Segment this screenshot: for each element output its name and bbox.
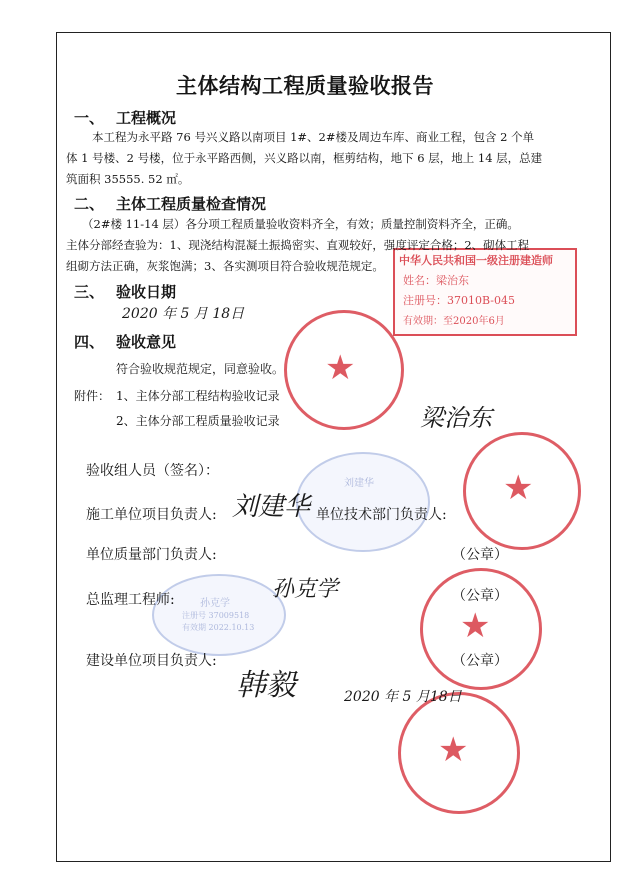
- acceptance-date: 2020 年 5 月 18日: [122, 306, 245, 322]
- section-3-number: 三、: [74, 283, 105, 301]
- seal-star-icon: ★: [325, 348, 356, 388]
- section-4-title: 验收意见: [116, 333, 177, 351]
- blue2-valid: 有效期 2022.10.13: [182, 623, 255, 632]
- supervisor-blue-stamp: [296, 452, 430, 552]
- blue-stamp-name: 刘建华: [344, 478, 374, 489]
- section-2-number: 二、: [74, 195, 105, 213]
- seal-star-icon: ★: [460, 606, 491, 646]
- stamp-reg: 注册号：37010B-045: [403, 294, 515, 307]
- final-date: 2020 年 5 月18日: [344, 689, 462, 705]
- inspection-line-2: 主体分部经查验为：1、现浇结构混凝土振捣密实、直观较好，强度评定合格；2、砌体工程: [66, 238, 530, 252]
- blue2-reg: 注册号 37009518: [182, 611, 250, 620]
- quality-dept-label: 单位质量部门负责人:: [86, 547, 217, 563]
- seal-placeholder-3: （公章）: [452, 653, 508, 669]
- overview-line-2: 体 1 号楼、2 号楼，位于永平路西侧，兴义路以南，框剪结构，地下 6 层，地上 14 层，总建: [66, 151, 543, 165]
- overview-line-1: 本工程为永平路 76 号兴义路以南项目 1#、2#楼及周边车库、商业工程，包含 2 个单: [92, 130, 535, 144]
- signature-han: 韩毅: [236, 668, 296, 703]
- stamp-header: 中华人民共和国一级注册建造师: [399, 254, 553, 267]
- construction-pm-label: 施工单位项目负责人:: [86, 507, 217, 523]
- stamp-valid: 有效期：至2020年6月: [403, 316, 505, 327]
- seal-placeholder-2: （公章）: [452, 588, 508, 604]
- section-1-number: 一、: [74, 109, 105, 127]
- inspection-line-3: 组砌方法正确，灰浆饱满；3、各实测项目符合验收规范规定。: [66, 259, 384, 273]
- seal-star-icon: ★: [503, 468, 534, 508]
- chief-supervisor-label: 总监理工程师:: [86, 592, 175, 608]
- section-3-title: 验收日期: [116, 283, 177, 301]
- seal-star-icon: ★: [438, 730, 469, 770]
- section-3-heading: [74, 281, 176, 302]
- inspection-line-1: （2#楼 11-14 层）各分项工程质量验收资料齐全，有效；质量控制资料齐全，正确。: [82, 217, 519, 231]
- section-1-heading: [74, 107, 176, 128]
- constructor-registration-stamp: [393, 248, 577, 336]
- section-2-title: 主体工程质量检查情况: [116, 195, 267, 213]
- owner-pm-label: 建设单位项目负责人:: [86, 653, 217, 669]
- attachment-1: 1、主体分部工程结构验收记录: [116, 389, 280, 403]
- attachments-label: 附件：: [74, 389, 111, 403]
- overview-line-3: 筑面积 35555. 52 ㎡。: [66, 172, 190, 186]
- page-title: 主体结构工程质量验收报告: [176, 74, 434, 98]
- signature-sun: 孙克学: [272, 577, 339, 602]
- signature-liu: 刘建华: [232, 492, 311, 522]
- section-4-number: 四、: [74, 333, 105, 351]
- section-4-heading: [74, 331, 176, 352]
- section-2-heading: [74, 193, 266, 214]
- section-1-title: 工程概况: [116, 109, 177, 127]
- acceptance-opinion: 符合验收规范规定，同意验收。: [116, 362, 285, 376]
- seal-placeholder-1: （公章）: [452, 547, 508, 563]
- tech-dept-label: 单位技术部门负责人:: [316, 507, 447, 523]
- blue2-name: 孙克学: [200, 598, 230, 609]
- signature-liang: 梁治东: [420, 404, 492, 432]
- acceptance-team-label: 验收组人员（签名）：: [86, 463, 219, 479]
- chief-supervisor-blue-stamp: [152, 574, 286, 656]
- attachment-2: 2、主体分部工程质量验收记录: [116, 414, 280, 428]
- stamp-name: 姓名：梁治东: [403, 274, 469, 287]
